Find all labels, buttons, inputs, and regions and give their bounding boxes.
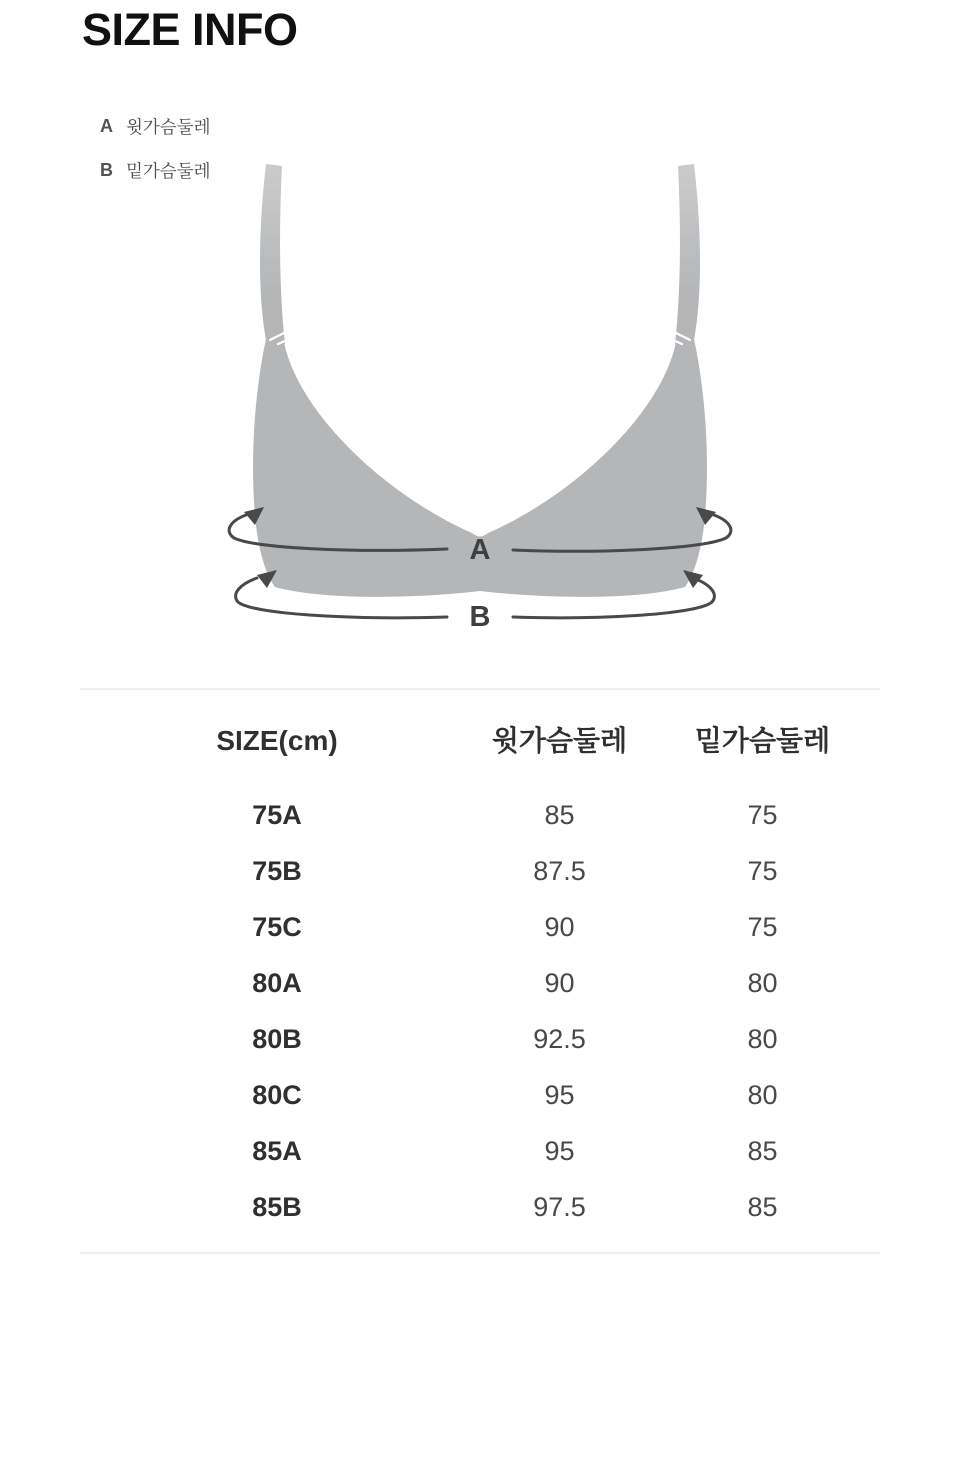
cell-top-bust: 90: [544, 912, 575, 942]
cell-top-bust: 95: [544, 1080, 575, 1110]
table-row: [80, 1011, 880, 1067]
table-body: [80, 787, 880, 1235]
cell-size: 80C: [252, 1080, 302, 1110]
bra-strap-left-icon: [260, 164, 285, 344]
table-divider-top: [80, 688, 880, 690]
legend-label-a: 윗가슴둘레: [126, 117, 211, 137]
cell-under-bust: 80: [747, 1024, 778, 1054]
cell-under-bust: 80: [747, 968, 778, 998]
cell-top-bust: 92.5: [533, 1024, 586, 1054]
cell-top-bust: 95: [544, 1136, 575, 1166]
cell-size: 85A: [252, 1136, 302, 1166]
cell-size: 85B: [252, 1192, 302, 1222]
cell-top-bust: 87.5: [533, 856, 586, 886]
table-header-row: [80, 722, 880, 760]
bra-illustration: [200, 150, 760, 630]
table-row: [80, 899, 880, 955]
table-divider-bottom: [80, 1252, 880, 1254]
cell-top-bust: 90: [544, 968, 575, 998]
cell-size: 80A: [252, 968, 302, 998]
measurement-legend: [100, 116, 211, 181]
table-row: [80, 1067, 880, 1123]
legend-item-a: [100, 116, 211, 137]
legend-label-b: 밑가슴둘레: [126, 161, 211, 181]
cell-size: 75C: [252, 912, 302, 942]
measure-label-a: A: [469, 534, 491, 566]
bra-strap-right-icon: [675, 164, 700, 344]
table-row: [80, 1179, 880, 1235]
legend-item-b: [100, 160, 211, 181]
cell-under-bust: 75: [747, 800, 778, 830]
legend-key-a: A: [100, 116, 113, 136]
cell-under-bust: 85: [747, 1192, 778, 1222]
cell-under-bust: 75: [747, 912, 778, 942]
cell-under-bust: 80: [747, 1080, 778, 1110]
cell-size: 80B: [252, 1024, 302, 1054]
legend-key-b: B: [100, 160, 113, 180]
table-row: [80, 787, 880, 843]
cell-under-bust: 85: [747, 1136, 778, 1166]
header-size: SIZE(cm): [216, 725, 338, 756]
header-under-bust: 밑가슴둘레: [694, 725, 831, 756]
table-row: [80, 843, 880, 899]
cell-size: 75B: [252, 856, 302, 886]
cell-top-bust: 97.5: [533, 1192, 586, 1222]
cell-size: 75A: [252, 800, 302, 830]
measure-label-b: B: [469, 601, 491, 630]
table-row: [80, 1123, 880, 1179]
cell-top-bust: 85: [544, 800, 575, 830]
header-top-bust: 윗가슴둘레: [491, 725, 628, 756]
page-title: SIZE INFO: [82, 4, 298, 55]
table-row: [80, 955, 880, 1011]
cell-under-bust: 75: [747, 856, 778, 886]
